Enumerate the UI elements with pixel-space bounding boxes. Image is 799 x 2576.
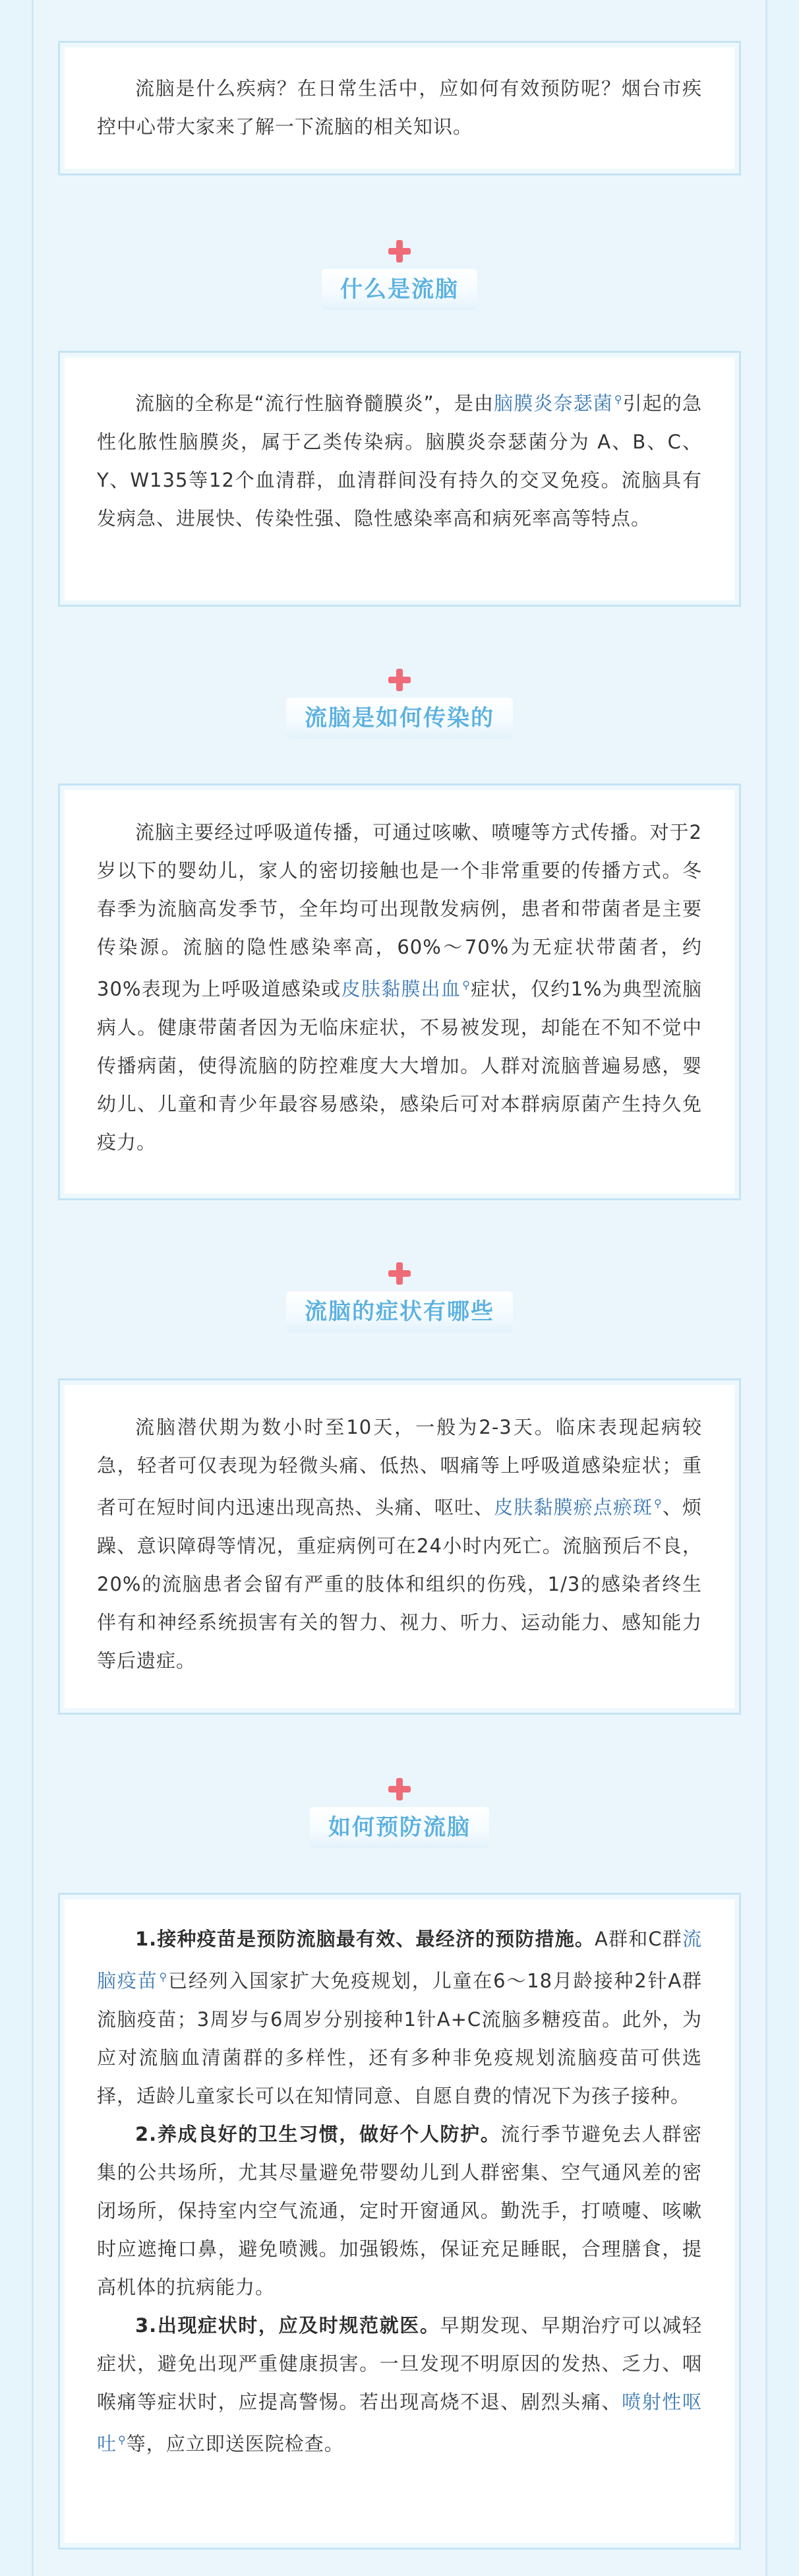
search-icon[interactable]: ⚲	[614, 393, 623, 406]
intro-text: 流脑是什么疾病？在日常生活中，应如何有效预防呢？烟台市疾控中心带大家来了解一下流脑的相关知识。	[97, 77, 702, 138]
keyword-link[interactable]: 皮肤黏膜瘀点瘀斑	[494, 1496, 653, 1519]
search-icon[interactable]: ⚲	[462, 979, 471, 991]
search-icon[interactable]: ⚲	[159, 1971, 168, 1983]
keyword-link[interactable]: 脑膜炎奈瑟菌	[494, 392, 613, 415]
section-card-prevention	[58, 1893, 741, 2550]
search-icon[interactable]: ⚲	[118, 2433, 127, 2446]
prevention-item-2: 2.养成良好的卫生习惯，做好个人防护。流行季节避免去人群密集的公共场所，尤其尽量避免带婴幼儿到人群密集、空气通风差的密闭场所，保持室内空气流通，定时开窗通风。勤洗手，打喷嚏、咳嗽时应遮掩口鼻，避免喷溅。加强锻炼，保证充足睡眠，合理膳食，提高机体的抗病能力。	[97, 2122, 702, 2298]
section-text: 流脑的全称是“流行性脑脊髓膜炎”，是由脑膜炎奈瑟菌 ⚲引起的急性化脓性脑膜炎，属于乙类传染病。脑膜炎奈瑟菌分为 A、B、C、Y、W135等12个血清群，血清群间没有持久的交叉免疫。流脑具有发病急、进展快、传染性强、隐性感染率高和病死率高等特点。	[97, 392, 702, 530]
search-icon[interactable]: ⚲	[654, 1497, 663, 1510]
prevention-item-1: 1.接种疫苗是预防流脑最有效、最经济的预防措施。A群和C群流脑疫苗 ⚲已经列入国家扩大免疫规划，儿童在6～18月龄接种2针A群流脑疫苗；3周岁与6周岁分别接种1针A+C流脑多糖疫苗。此外，为应对流脑血清菌群的多样性，还有多种非免疫规划流脑疫苗可供选择，适龄儿童家长可以在知情同意、自愿自费的情况下为孩子接种。	[97, 1928, 702, 2107]
plus-icon	[388, 1778, 411, 1800]
section-heading-prevention	[0, 1778, 799, 1848]
section-title: 什么是流脑	[322, 269, 477, 310]
intro-card	[58, 41, 741, 175]
section-card-symptoms	[58, 1378, 741, 1715]
plus-icon	[388, 240, 411, 262]
section-title: 流脑的症状有哪些	[286, 1291, 513, 1332]
section-text: 流脑主要经过呼吸道传播，可通过咳嗽、喷嚏等方式传播。对于2岁以下的婴幼儿，家人的密切接触也是一个非常重要的传播方式。冬春季为流脑高发季节，全年均可出现散发病例，患者和带菌者是主要传染源。流脑的隐性感染率高，60%～70%为无症状带菌者，约30%表现为上呼吸道感染或皮肤黏膜出血 ⚲症状，仅约1%为典型流脑病人。健康带菌者因为无临床症状，不易被发现，却能在不知不觉中传播病菌，使得流脑的防控难度大大增加。人群对流脑普遍易感，婴幼儿、儿童和青少年最容易感染，感染后可对本群病原菌产生持久免疫力。	[97, 821, 702, 1153]
section-title: 如何预防流脑	[310, 1807, 489, 1848]
section-text: 流脑潜伏期为数小时至10天，一般为2-3天。临床表现起病较急，轻者可仅表现为轻微头痛、低热、咽痛等上呼吸道感染症状；重者可在短时间内迅速出现高热、头痛、呕吐、皮肤黏膜瘀点瘀斑 ⚲、烦躁、意识障碍等情况，重症病例可在24小时内死亡。流脑预后不良，20%的流脑患者会留有严重的肢体和组织的伤残，1/3的感染者终生伴有和神经系统损害有关的智力、视力、听力、运动能力、感知能力等后遗症。	[97, 1416, 702, 1672]
section-title: 流脑是如何传染的	[286, 698, 513, 739]
plus-icon	[388, 1262, 411, 1285]
section-card-what	[58, 351, 741, 607]
section-heading-transmission	[0, 669, 799, 739]
keyword-link[interactable]: 皮肤黏膜出血	[341, 977, 461, 1000]
plus-icon	[388, 669, 411, 691]
section-heading-symptoms	[0, 1262, 799, 1332]
keyword-link[interactable]: 喷射性呕吐	[97, 2390, 702, 2455]
section-heading-what	[0, 240, 799, 310]
keyword-link[interactable]: 流脑疫苗	[97, 1928, 702, 1992]
section-card-transmission	[58, 783, 741, 1200]
prevention-item-3: 3.出现症状时，应及时规范就医。早期发现、早期治疗可以减轻症状，避免出现严重健康损害。一旦发现不明原因的发热、乏力、咽喉痛等症状时，应提高警惕。若出现高烧不退、剧烈头痛、喷射性呕吐 ⚲等，应立即送医院检查。	[97, 2314, 702, 2455]
